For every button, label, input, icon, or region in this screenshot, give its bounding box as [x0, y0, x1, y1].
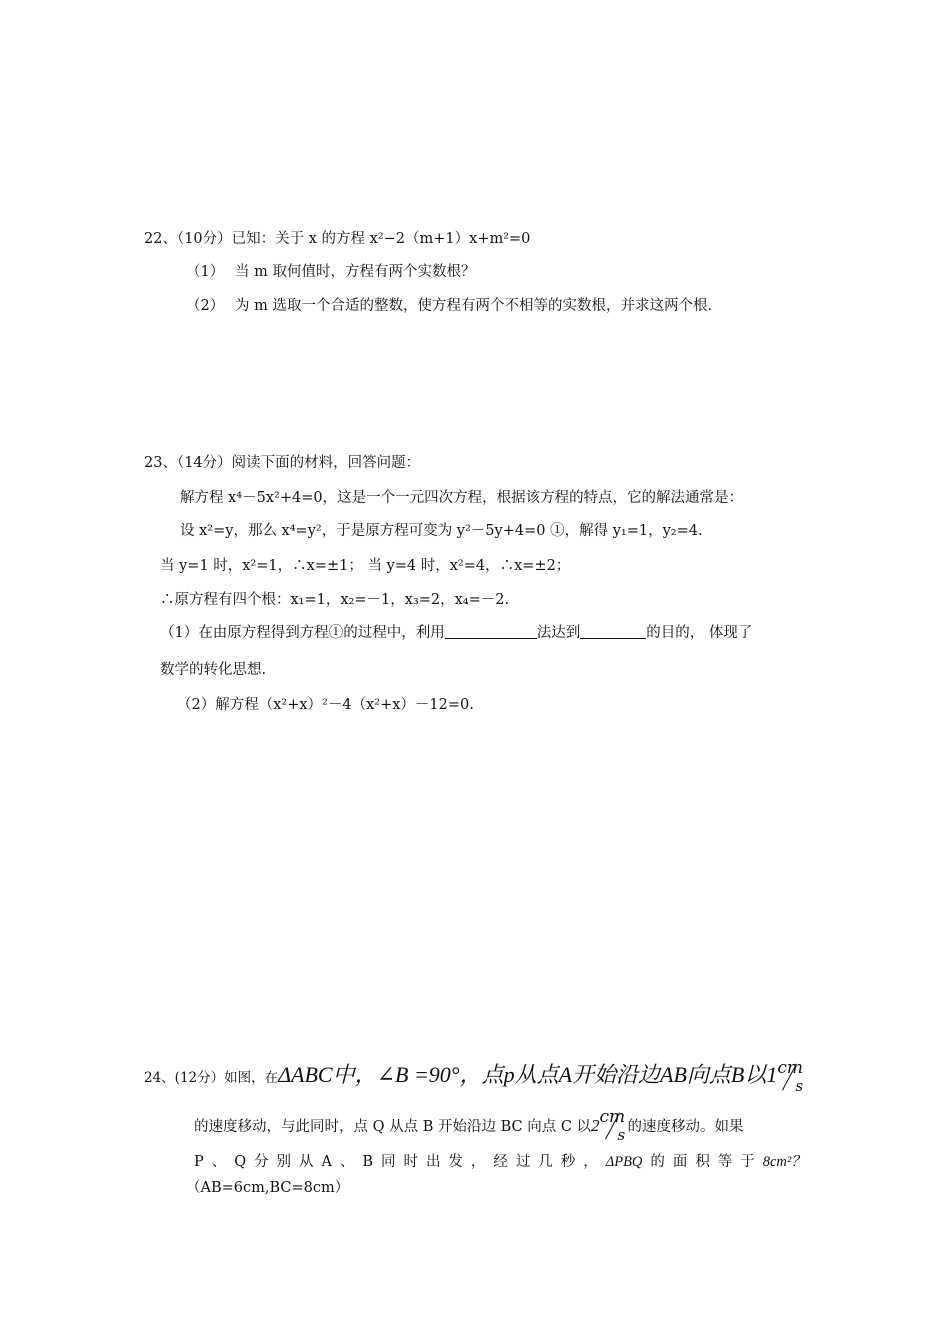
fill-blank-method[interactable] — [445, 624, 537, 639]
q24-line3-word: 过 — [515, 1154, 531, 1170]
q23-part1-text-a: （1）在由原方程得到方程①的过程中，利用 — [160, 625, 445, 641]
q24-line3-word: 从 — [299, 1154, 314, 1170]
unit-cm-per-s: cm s — [777, 1058, 804, 1095]
q24-line3-word: 秒 — [560, 1154, 576, 1170]
q22-header: 22、（10分）已知：关于 x 的方程 x²−2（m+1）x+m²=0 — [144, 231, 531, 247]
q24-given-lengths: （AB=6cm,BC=8cm） — [186, 1180, 350, 1196]
q23-part1-continued: 数学的转化思想. — [160, 662, 267, 678]
q24-line3-word: 于 — [740, 1154, 755, 1170]
q22-part2-text: 为 m 选取一个合适的整数，使方程有两个不相等的实数根，并求这两个根. — [235, 298, 713, 314]
fill-blank-purpose[interactable] — [580, 624, 646, 639]
q23-part1 — [160, 623, 752, 643]
q24-line3-word: Q — [234, 1154, 247, 1170]
q24-line3-word: 别 — [276, 1154, 292, 1170]
q24-line3-word: 几 — [538, 1154, 553, 1170]
q24-speed-two: 2 — [591, 1116, 600, 1135]
q24-line3-word: 的 — [650, 1154, 665, 1170]
q24-line1 — [144, 1058, 805, 1095]
q23-header: 23、（14分）阅读下面的材料，回答问题： — [144, 455, 421, 471]
q23-material-line3: 当 y=1 时，x²=1，∴x=±1； 当 y=4 时，x²=4，∴x=±2； — [160, 558, 571, 574]
q22-part1-text: 当 m 取何值时，方程有两个实数根？ — [235, 264, 476, 280]
q24-line3-word: 时 — [403, 1154, 418, 1170]
q24-line2 — [194, 1107, 744, 1144]
q24-line3-word: 出 — [425, 1154, 441, 1170]
q24-line3-word: 经 — [493, 1154, 508, 1170]
q24-line2-text-b: 的速度移动。如果 — [627, 1119, 744, 1135]
q24-line2-text-a: 的速度移动，与此同时，点 Q 从点 B 开始沿边 BC 向点 C 以 — [194, 1119, 592, 1135]
q24-line3-word: ， — [583, 1154, 598, 1170]
q24-line3 — [194, 1152, 806, 1172]
q23-material-line4: ∴原方程有四个根：x₁=1，x₂=－1，x₃=2，x₄=－2. — [160, 592, 510, 608]
q24-line3-word: ， — [470, 1154, 486, 1170]
q24-line3-word: P — [194, 1154, 204, 1170]
q24-line3-word: 同 — [381, 1154, 396, 1170]
q23-part1-text-b: 法达到 — [536, 625, 581, 641]
q22-part2-number: （2） — [186, 298, 225, 314]
q24-line3-word: 发 — [448, 1154, 463, 1170]
q23-material-line1: 解方程 x⁴－5x²+4=0，这是一个一元四次方程，根据该方程的特点，它的解法通常是： — [180, 490, 744, 506]
q24-line3-word: 、 — [339, 1154, 355, 1170]
q24-line3-word: 8cm²？ — [762, 1154, 806, 1170]
unit-cm-per-s-2: cm s — [599, 1107, 626, 1144]
q23-material-line2: 设 x²=y，那么 x⁴=y²，于是原方程可变为 y²－5y+4=0 ①，解得 y₁=1，y₂=4. — [180, 523, 703, 539]
q24-line3-word: 等 — [717, 1154, 733, 1170]
q23-part1-text-c: 的目的， 体现了 — [646, 625, 753, 641]
q24-line3-word: 分 — [254, 1154, 269, 1170]
q24-header: 24、(12分）如图，在 — [144, 1070, 279, 1086]
q24-math-statement: ΔABC中，∠B =90°，点p从点A开始沿边AB向点B以1 — [278, 1062, 778, 1087]
q23-part2: （2）解方程（x²+x）²－4（x²+x）－12=0. — [177, 697, 474, 713]
q24-line3-word: A — [321, 1154, 332, 1170]
q22-part1-number: （1） — [186, 264, 225, 280]
q24-line3-word: B — [362, 1154, 374, 1170]
q24-line3-word: 、 — [211, 1154, 227, 1170]
q24-line3-word: 积 — [695, 1154, 710, 1170]
q24-line3-word: ΔPBQ — [605, 1154, 643, 1170]
q24-line3-word: 面 — [672, 1154, 688, 1170]
